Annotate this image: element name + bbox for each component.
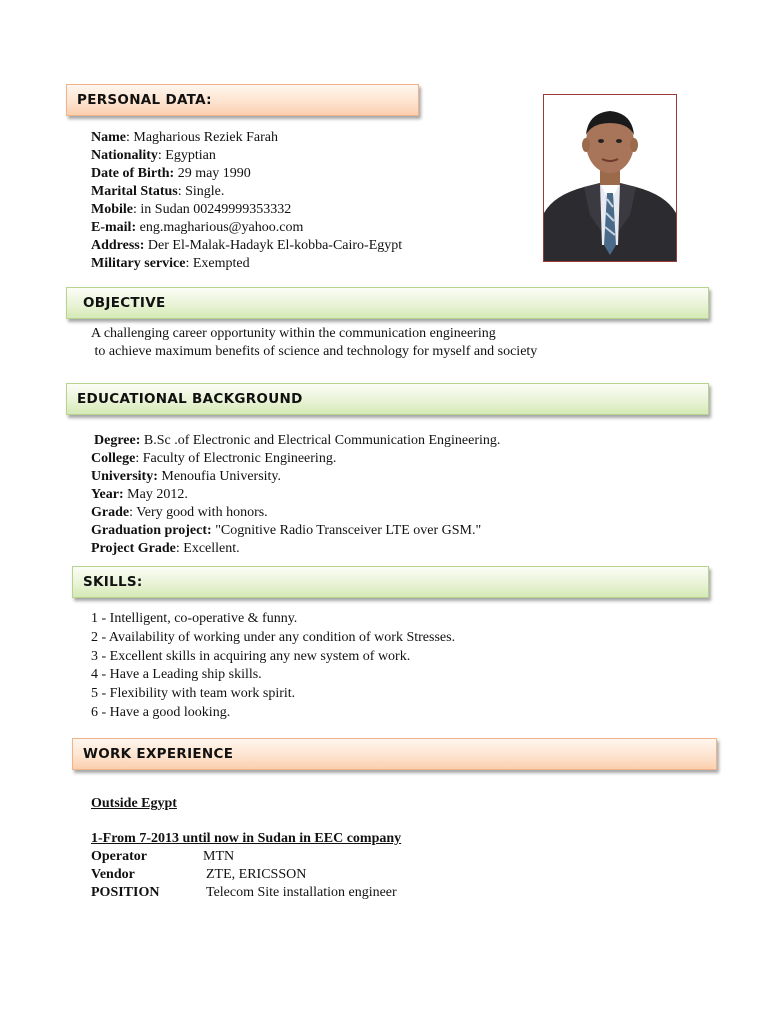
- position-row: POSITION Telecom Site installation engineer: [91, 885, 397, 900]
- project-grade-row: Project Grade: Excellent.: [91, 541, 240, 556]
- operator-row: Operator MTN: [91, 849, 235, 864]
- graduation-project-row: Graduation project: "Cognitive Radio Transceiver LTE over GSM.": [91, 523, 482, 538]
- profile-photo: [543, 94, 677, 262]
- college-row: College: Faculty of Electronic Engineering.: [91, 451, 337, 466]
- dob-row: Date of Birth: 29 may 1990: [91, 166, 251, 181]
- personal-data-heading-text: PERSONAL DATA:: [77, 92, 212, 108]
- university-row: University: Menoufia University.: [91, 469, 282, 484]
- mobile-row: Mobile: in Sudan 00249999353332: [91, 202, 292, 217]
- address-row: Address: Der El-Malak-Hadayk El-kobba-Cairo-Egypt: [91, 238, 403, 253]
- education-heading-text: EDUCATIONAL BACKGROUND: [77, 391, 303, 407]
- education-section: [91, 432, 500, 558]
- skill-item: 4 - Have a Leading ship skills.: [91, 667, 262, 683]
- nationality-row: Nationality: Egyptian: [91, 148, 216, 163]
- skills-heading: [72, 566, 709, 598]
- work-experience-heading-text: WORK EXPERIENCE: [83, 746, 234, 762]
- military-row: Military service: Exempted: [91, 256, 250, 271]
- personal-data-section: [91, 129, 402, 273]
- grade-row: Grade: Very good with honors.: [91, 505, 268, 520]
- work-experience-heading: [72, 738, 717, 770]
- email-row: E-mail: eng.magharious@yahoo.com: [91, 220, 304, 235]
- work-experience-section: [91, 795, 401, 902]
- objective-section: [91, 325, 537, 361]
- objective-line-1: A challenging career opportunity within the communication engineering: [91, 326, 496, 341]
- degree-row: Degree: B.Sc .of Electronic and Electrical Communication Engineering.: [94, 433, 501, 448]
- objective-heading: [66, 287, 709, 319]
- objective-line-2: to achieve maximum benefits of science and technology for myself and society: [91, 344, 538, 359]
- portrait-illustration: [544, 95, 676, 261]
- personal-data-heading: [66, 84, 419, 116]
- work-region: Outside Egypt: [91, 796, 177, 811]
- vendor-row: Vendor ZTE, ERICSSON: [91, 867, 307, 882]
- skill-item: 3 - Excellent skills in acquiring any new system of work.: [91, 648, 411, 664]
- skills-heading-text: SKILLS:: [83, 574, 143, 590]
- skill-item: 2 - Availability of working under any condition of work Stresses.: [91, 629, 456, 645]
- year-row: Year: May 2012.: [91, 487, 188, 502]
- name-row: Name: Magharious Reziek Farah: [91, 130, 279, 145]
- skill-item: 5 - Flexibility with team work spirit.: [91, 686, 296, 702]
- job-title: 1-From 7-2013 until now in Sudan in EEC company: [91, 831, 402, 846]
- objective-heading-text: OBJECTIVE: [83, 295, 166, 311]
- education-heading: [66, 383, 709, 415]
- marital-row: Marital Status: Single.: [91, 184, 225, 199]
- skill-item: 1 - Intelligent, co-operative & funny.: [91, 611, 298, 626]
- skill-item: 6 - Have a good looking.: [91, 704, 231, 720]
- skills-section: [91, 610, 455, 723]
